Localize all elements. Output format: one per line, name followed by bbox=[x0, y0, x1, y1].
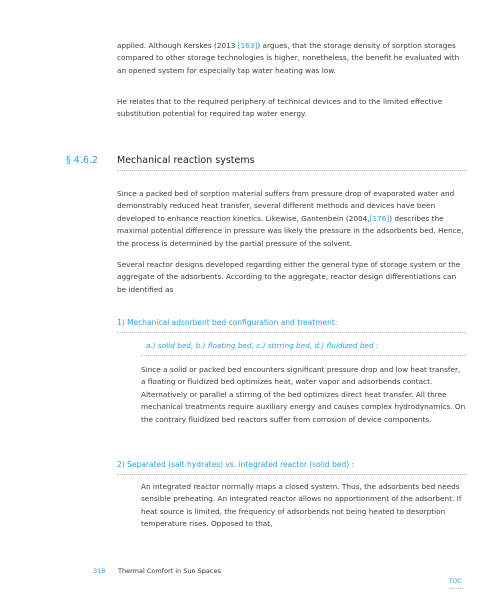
subheading-bed-types-divider bbox=[141, 355, 467, 356]
heading-separated-integrated: 2) Separated (salt hydrates) vs. integrated reactor (solid bed) : bbox=[117, 460, 355, 469]
citation-link-163[interactable]: [163] bbox=[237, 41, 258, 50]
paragraph-packed-bed-text-1: Since a packed bed of sorption material suffers from pressure drop of evaporated water and demonstrably reduced heat transfer, several different methods and devices have been developed to enhance reaction kinetics. Likewise, Gantenbein (2004, bbox=[117, 189, 455, 223]
paragraph-kerskes-text-2: ) argues, that the storage density of sorption storages compared to other storage technologies is higher, nonetheless, the benefit he evaluated with an opened system for especially tap water heating was low. bbox=[117, 41, 460, 75]
paragraph-kerskes-text-1: applied. Although Kerskes (2013 bbox=[117, 41, 238, 50]
paragraph-integrated-reactor: An integrated reactor normally maps a closed system. Thus, the adsorbents bed needs sensible preheating. An integrated reactor allows no apportionment of the adsorbent. If heat source is limited, the frequency of adsorbends not being heated to desorption temperature rises. Opposed to that, bbox=[141, 482, 462, 529]
citation-link-176[interactable]: [176] bbox=[369, 213, 390, 223]
paragraph-packed-bed-text-2: ) describes the maximal potential difference in pressure was likely the pressure in the adsorbents bed. Hence, the process is determined by the partial pressure of the solvent. bbox=[117, 213, 464, 248]
toc-underline bbox=[449, 588, 463, 589]
subheading-bed-types: a.) solid bed, b.) floating bed, c.) stirring bed, d.) fluidized bed : bbox=[146, 341, 379, 350]
paragraph-kerskes bbox=[117, 40, 467, 77]
paragraph-packed-bed bbox=[117, 188, 467, 250]
paragraph-periphery: He relates that to the required periphery of technical devices and to the limited effective substitution potential for required tap water energy. bbox=[117, 97, 443, 119]
section-number: § 4.6.2 bbox=[66, 155, 98, 166]
footer-page-number: 318 bbox=[93, 567, 106, 575]
paragraph-solid-bed: Since a solid or packed bed encounters significant pressure drop and low heat transfer, a floating or fluidized bed optimizes heat, water vapor and adsorbends contact. Alternatively or parallel a stirring of the bed optimizes direct heat transfer. All three mechanical treatments require auxiliary energy and causes complex hydrodynamics. On the contrary fluidized bed reactors suffer from corrosion of device components. bbox=[141, 365, 466, 424]
footer-book-title: Thermal Comfort in Sun Spaces bbox=[118, 567, 221, 575]
heading-mechanical-bed: 1) Mechanical adsorbent bed configuration and treatment: bbox=[117, 318, 338, 327]
paragraph-reactor-designs: Several reactor designs developed regarding either the general type of storage system or the aggregate of the adsorbents. According to the aggregate, reactor design differentiations can be identified as bbox=[117, 260, 461, 294]
section-divider bbox=[117, 170, 467, 171]
heading-mechanical-bed-divider bbox=[117, 332, 467, 333]
heading-separated-divider bbox=[117, 474, 467, 475]
toc-link[interactable]: TOC bbox=[449, 578, 462, 585]
section-title: Mechanical reaction systems bbox=[117, 155, 255, 166]
